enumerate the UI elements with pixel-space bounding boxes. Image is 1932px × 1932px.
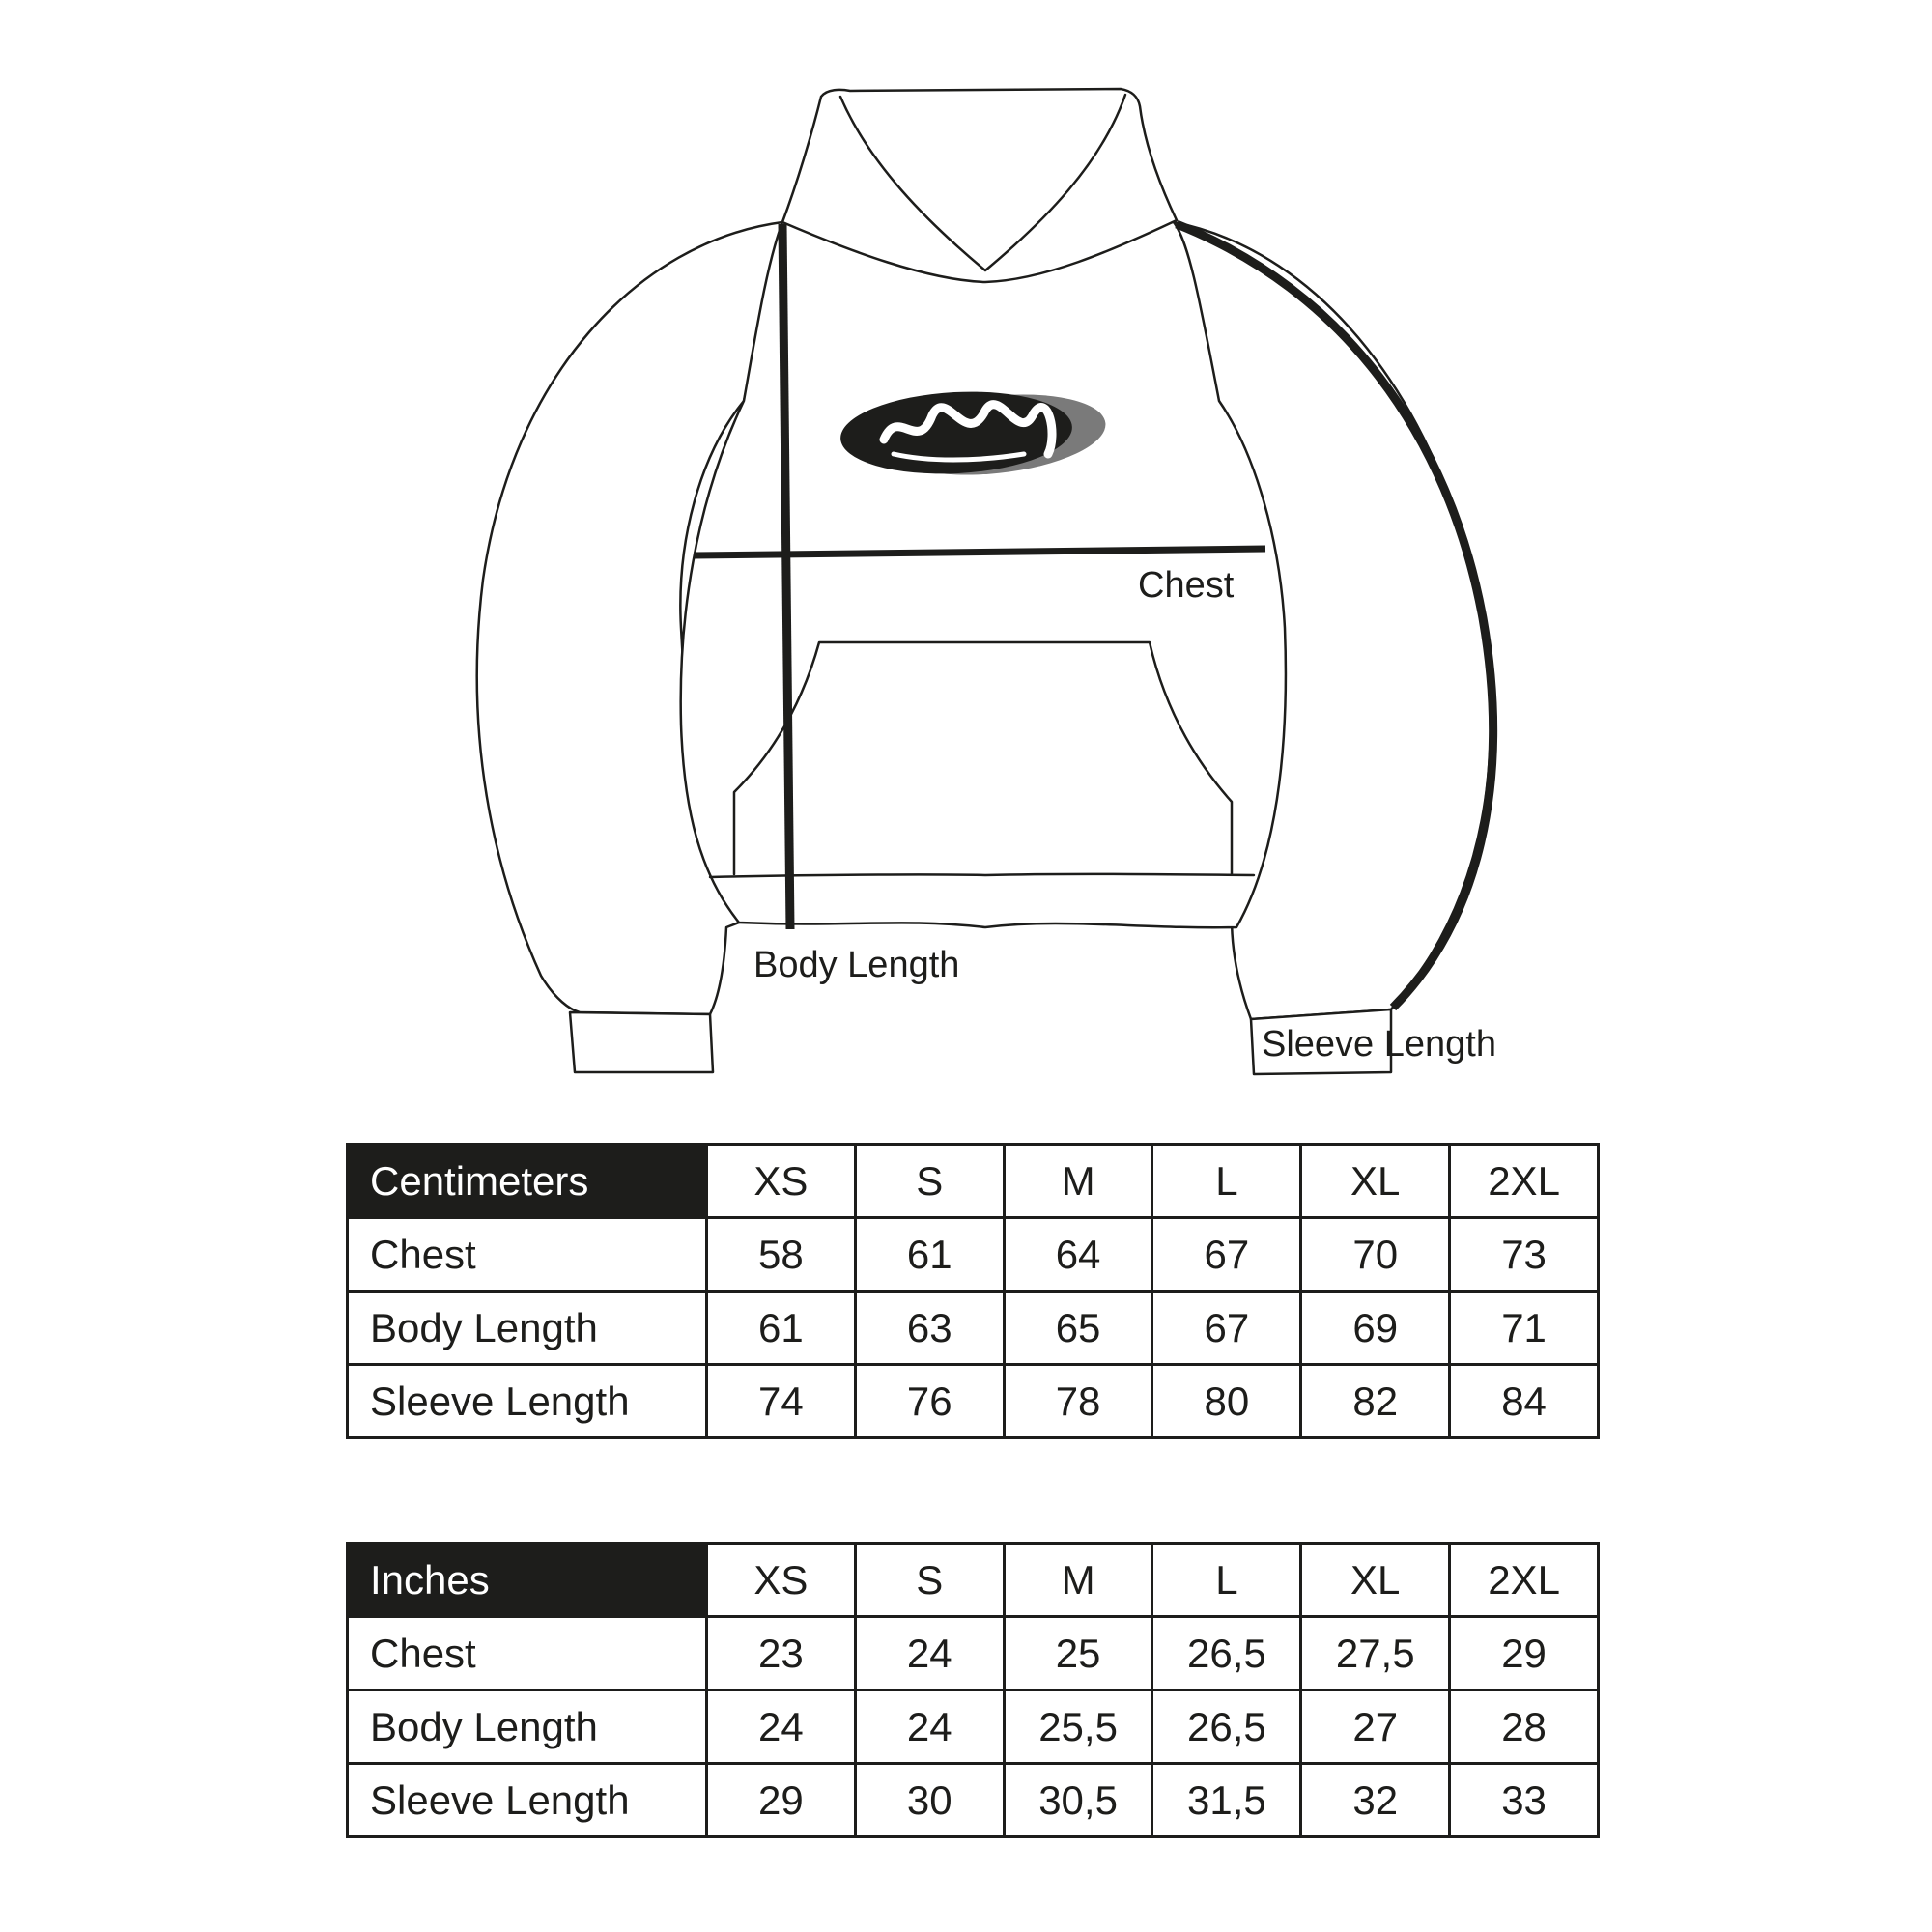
size-header: XL xyxy=(1301,1544,1450,1617)
table-cell: 67 xyxy=(1152,1292,1301,1365)
size-header: L xyxy=(1152,1544,1301,1617)
table-cell: 27,5 xyxy=(1301,1617,1450,1690)
row-label: Body Length xyxy=(348,1690,707,1764)
table-cell: 69 xyxy=(1301,1292,1450,1365)
table-cell: 73 xyxy=(1450,1218,1599,1292)
table-cell: 84 xyxy=(1450,1365,1599,1438)
table-row xyxy=(348,1292,1599,1365)
table-cell: 25,5 xyxy=(1004,1690,1152,1764)
table-cell: 24 xyxy=(707,1690,856,1764)
table-cell: 24 xyxy=(855,1617,1004,1690)
table-cell: 26,5 xyxy=(1152,1690,1301,1764)
row-label: Sleeve Length xyxy=(348,1365,707,1438)
size-header: XL xyxy=(1301,1145,1450,1218)
table-cell: 32 xyxy=(1301,1764,1450,1837)
table-row xyxy=(348,1617,1599,1690)
table-header-row xyxy=(348,1145,1599,1218)
size-header: S xyxy=(855,1544,1004,1617)
size-header: S xyxy=(855,1145,1004,1218)
size-table-inches xyxy=(346,1542,1600,1838)
table-cell: 67 xyxy=(1152,1218,1301,1292)
chest-label: Chest xyxy=(1138,565,1235,606)
table-cell: 74 xyxy=(707,1365,856,1438)
size-header: 2XL xyxy=(1450,1544,1599,1617)
table-header-row xyxy=(348,1544,1599,1617)
table-cell: 76 xyxy=(855,1365,1004,1438)
table-cell: 30,5 xyxy=(1004,1764,1152,1837)
size-header: XS xyxy=(707,1544,856,1617)
table-cell: 82 xyxy=(1301,1365,1450,1438)
size-table-centimeters xyxy=(346,1143,1600,1439)
table-cell: 71 xyxy=(1450,1292,1599,1365)
size-header: 2XL xyxy=(1450,1145,1599,1218)
table-cell: 70 xyxy=(1301,1218,1450,1292)
unit-header: Inches xyxy=(348,1544,707,1617)
table-cell: 31,5 xyxy=(1152,1764,1301,1837)
size-header: XS xyxy=(707,1145,856,1218)
table-cell: 80 xyxy=(1152,1365,1301,1438)
table-cell: 25 xyxy=(1004,1617,1152,1690)
table-cell: 61 xyxy=(855,1218,1004,1292)
table-cell: 27 xyxy=(1301,1690,1450,1764)
table-cell: 30 xyxy=(855,1764,1004,1837)
table-cell: 33 xyxy=(1450,1764,1599,1837)
sleeve-length-label: Sleeve Length xyxy=(1262,1024,1496,1065)
table-row xyxy=(348,1690,1599,1764)
table-row xyxy=(348,1365,1599,1438)
table-cell: 24 xyxy=(855,1690,1004,1764)
table-cell: 63 xyxy=(855,1292,1004,1365)
unit-header: Centimeters xyxy=(348,1145,707,1218)
table-cell: 78 xyxy=(1004,1365,1152,1438)
table-cell: 26,5 xyxy=(1152,1617,1301,1690)
table-cell: 65 xyxy=(1004,1292,1152,1365)
table-cell: 23 xyxy=(707,1617,856,1690)
table-cell: 29 xyxy=(1450,1617,1599,1690)
body-length-label: Body Length xyxy=(753,945,960,985)
row-label: Body Length xyxy=(348,1292,707,1365)
table-cell: 29 xyxy=(707,1764,856,1837)
table-cell: 58 xyxy=(707,1218,856,1292)
row-label: Chest xyxy=(348,1218,707,1292)
size-header: M xyxy=(1004,1145,1152,1218)
table-cell: 64 xyxy=(1004,1218,1152,1292)
table-row xyxy=(348,1218,1599,1292)
size-header: M xyxy=(1004,1544,1152,1617)
size-header: L xyxy=(1152,1145,1301,1218)
table-row xyxy=(348,1764,1599,1837)
row-label: Sleeve Length xyxy=(348,1764,707,1837)
left-cuff xyxy=(570,1012,713,1072)
table-cell: 28 xyxy=(1450,1690,1599,1764)
row-label: Chest xyxy=(348,1617,707,1690)
table-cell: 61 xyxy=(707,1292,856,1365)
